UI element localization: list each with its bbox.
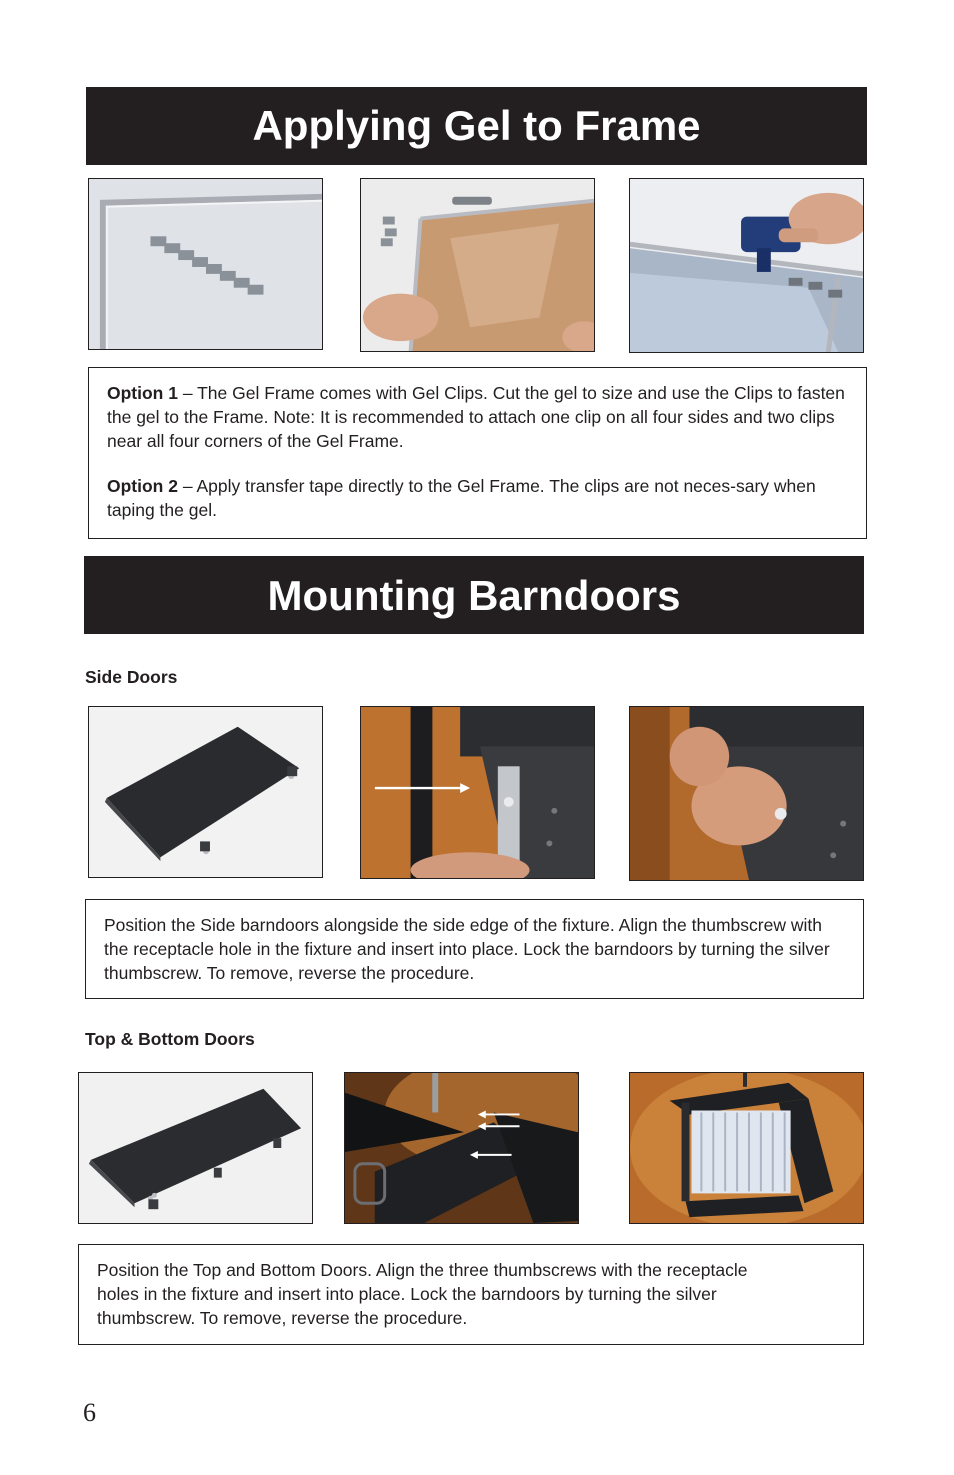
section-title-gel: Applying Gel to Frame (252, 102, 701, 149)
tape-gun-on-frame-photo (629, 178, 864, 353)
gel-options-textbox (88, 367, 867, 539)
page-number: 6 (83, 1398, 96, 1427)
fixture-with-barndoors-photo (629, 1072, 864, 1224)
top-door-alignment-photo (344, 1072, 579, 1224)
option1-label: Option 1 (107, 383, 178, 403)
top-bottom-doors-text: Position the Top and Bottom Doors. Align the three thumbscrews with the receptacle holes in the fixture and insert into place. Lock the barndoors by turning the silver thumbscrew. To remove, reverse the procedure. (97, 1260, 748, 1328)
option2-label: Option 2 (107, 476, 178, 496)
option2-paragraph (107, 474, 848, 522)
option1-text: – The Gel Frame comes with Gel Clips. Cut the gel to size and use the Clips to fasten the gel to the Frame. Note: It is recommended to attach one clip on all four sides and two clips near all four corners of the Gel Frame. (107, 383, 845, 451)
option2-text: – Apply transfer tape directly to the Gel Frame. The clips are not neces-sary when taping the gel. (107, 476, 816, 520)
section-title-barndoors: Mounting Barndoors (267, 572, 681, 619)
gel-frame-with-clips-photo (88, 178, 323, 350)
top-bottom-doors-textbox (78, 1244, 864, 1345)
top-bottom-doors-label: Top & Bottom Doors (85, 1029, 255, 1049)
side-doors-textbox (85, 899, 864, 999)
side-barndoor-panel-photo (88, 706, 323, 878)
side-door-alignment-photo (360, 706, 595, 879)
section-banner-gel (86, 87, 867, 165)
side-door-thumbscrew-photo (629, 706, 864, 881)
side-doors-label: Side Doors (85, 667, 178, 687)
section-banner-barndoors (84, 556, 864, 634)
side-doors-text: Position the Side barndoors alongside the side edge of the fixture. Align the thumbscrew with the receptacle hole in the fixture and insert into place. Lock the barndoors by turning the silver thumbscrew. To remove, reverse the procedure. (104, 915, 830, 983)
gel-on-frame-photo (360, 178, 595, 352)
top-bottom-barndoor-panel-photo (78, 1072, 313, 1224)
option1-paragraph (107, 381, 848, 453)
